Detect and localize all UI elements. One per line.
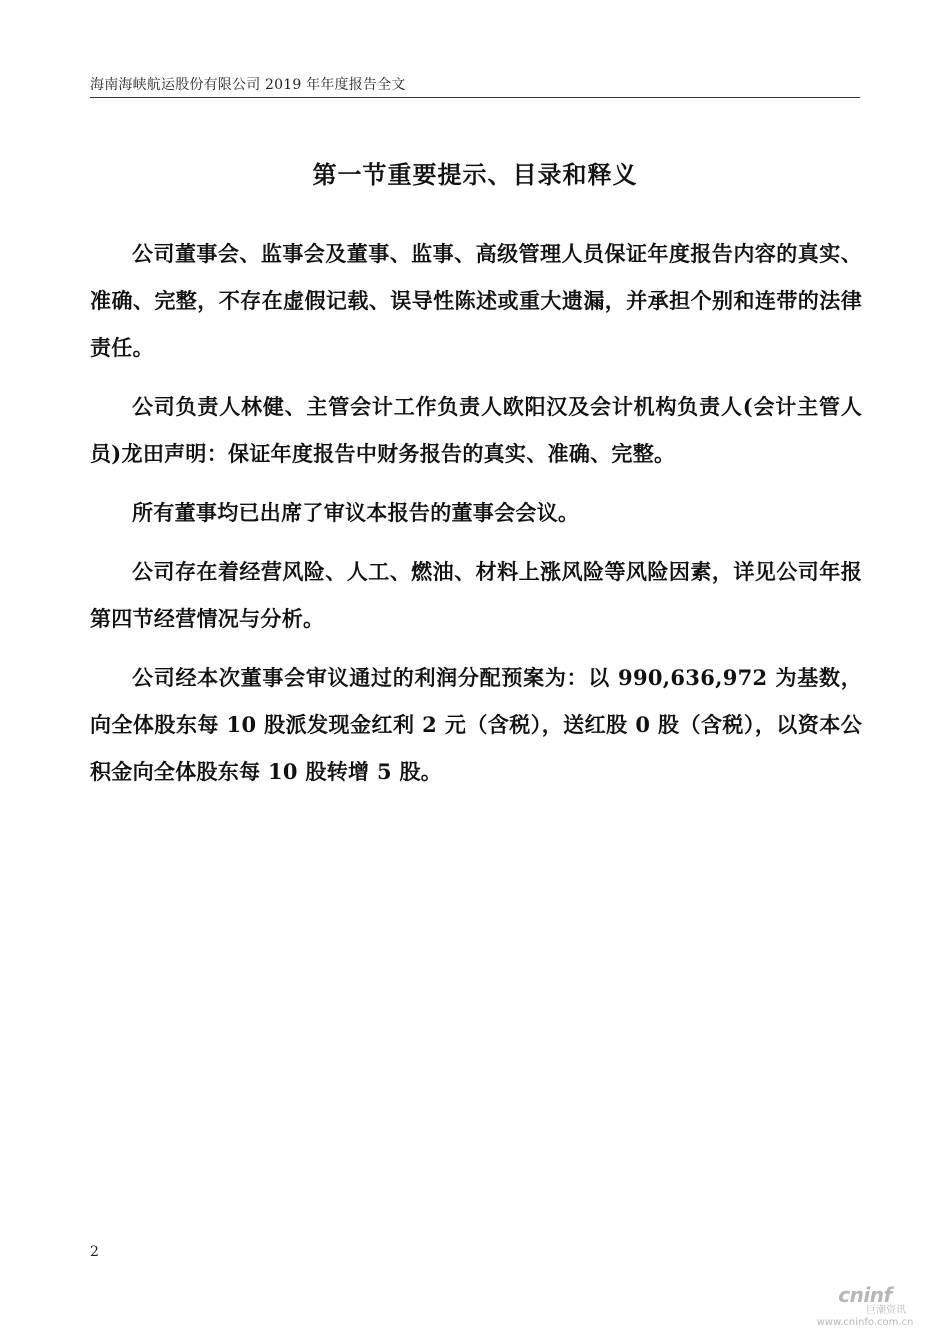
- running-header: 海南海峡航运股份有限公司 2019 年年度报告全文: [90, 77, 406, 93]
- page-number: 2: [90, 1244, 99, 1260]
- paragraph-board-attendance: 所有董事均已出席了审议本报告的董事会会议。: [132, 500, 580, 525]
- cninfo-watermark: [810, 1285, 920, 1329]
- section-title: 第一节重要提示、目录和释义: [312, 160, 638, 189]
- watermark-logo: cninf: [838, 1283, 892, 1307]
- watermark-chinese: 巨潮资讯: [866, 1305, 906, 1316]
- paragraph-financial-declaration: 公司负责人林健、主管会计工作负责人欧阳汉及会计机构负责人(会计主管人员)龙田声明：保证年度报告中财务报告的真实、准确、完整。: [90, 394, 862, 466]
- header-divider: [90, 97, 860, 98]
- watermark-url: www.cninfo.com.cn: [816, 1317, 914, 1328]
- paragraph-responsibility-statement: 公司董事会、监事会及董事、监事、高级管理人员保证年度报告内容的真实、准确、完整，不存在虚假记载、误导性陈述或重大遗漏，并承担个别和连带的法律责任。: [90, 241, 862, 360]
- paragraph-profit-distribution: 公司经本次董事会审议通过的利润分配预案为：以 990,636,972 为基数，向全体股东每 10 股派发现金红利 2 元（含税），送红股 0 股（含税），以资本公积金向全体股东每 10 股转增 5 股。: [90, 665, 862, 784]
- document-body: [90, 230, 862, 807]
- paragraph-risk-factors: 公司存在着经营风险、人工、燃油、材料上涨风险等风险因素，详见公司年报第四节经营情况与分析。: [90, 559, 862, 631]
